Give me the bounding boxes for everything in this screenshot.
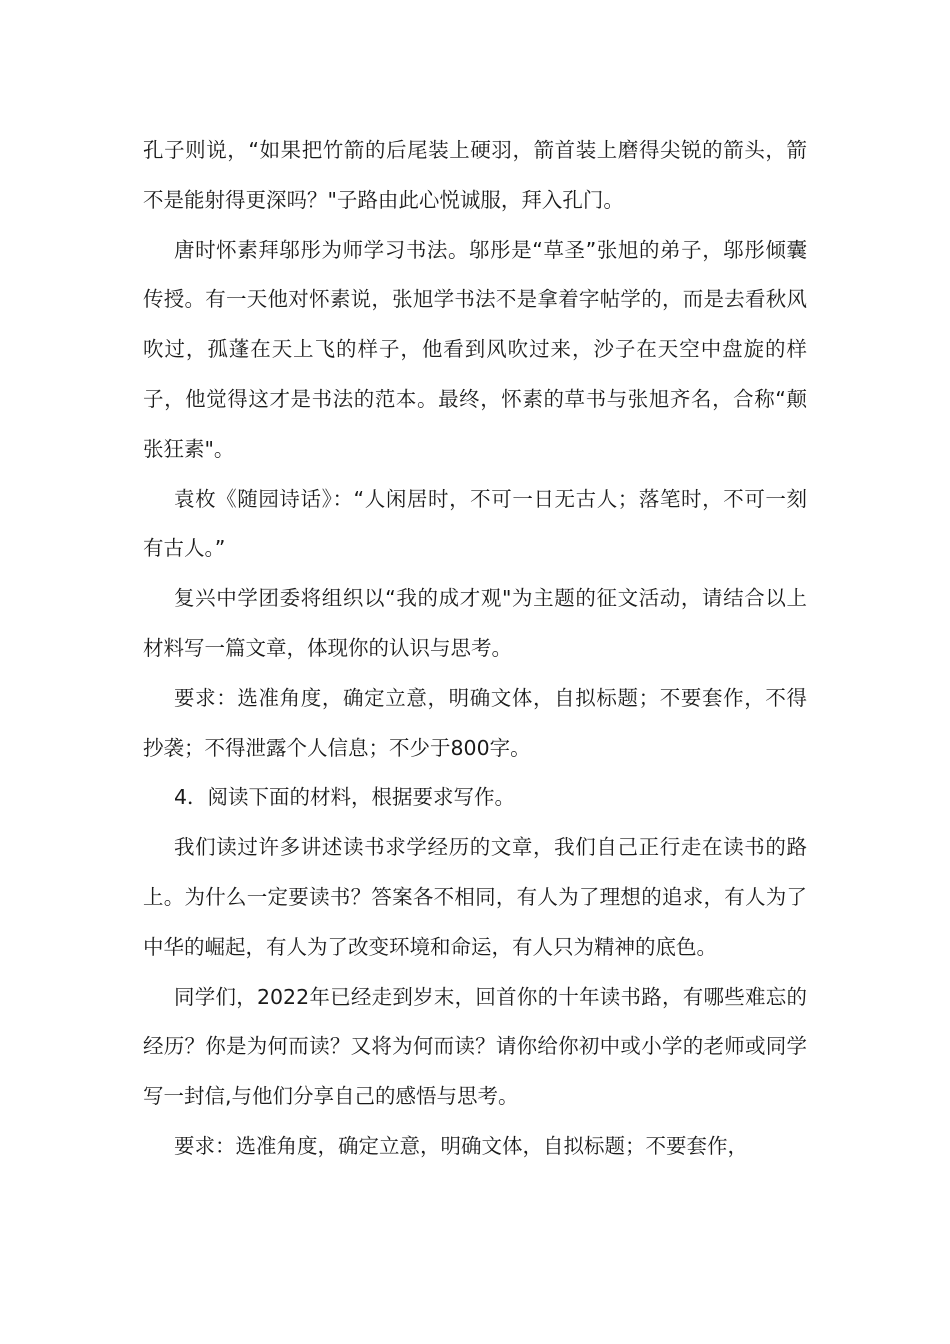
paragraph-question-4-heading: 4．阅读下面的材料，根据要求写作。: [174, 785, 516, 810]
paragraph-yuanmei-quote: 袁枚《随园诗话》：“人闲居时，不可一日无古人；落笔时，不可一刻有古人。”: [143, 486, 807, 561]
paragraph-essay-prompt: 复兴中学团委将组织以“我的成才观"为主题的征文活动，请结合以上材料写一篇文章，体现你的认识与思考。: [143, 586, 807, 660]
paragraph-letter-prompt: 同学们，2022年已经走到岁末，回首你的十年读书路，有哪些难忘的经历？你是为何而读？又将为何而读？请你给你初中或小学的老师或同学写一封信,与他们分享自己的感悟与思考。: [143, 984, 807, 1109]
paragraph-reading-material: 我们读过许多讲述读书求学经历的文章，我们自己正行走在读书的路上。为什么一定要读书？答案各不相同，有人为了理想的追求，有人为了中华的崛起，有人为了改变环境和命运，有人只为精神的底色。: [143, 835, 807, 959]
paragraph-confucius-arrow: 孔子则说，“如果把竹箭的后尾装上硬羽，箭首装上磨得尖锐的箭头，箭不是能射得更深吗？"子路由此心悦诚服，拜入孔门。: [143, 138, 807, 212]
paragraph-requirements-2: 要求：选准角度，确定立意，明确文体，自拟标题；不要套作，: [174, 1133, 748, 1158]
paragraph-requirements-1: 要求：选准角度，确定立意，明确文体，自拟标题；不要套作，不得抄袭；不得泄露个人信息；不少于800字。: [143, 685, 807, 760]
paragraph-huaisu-calligraphy: 唐时怀素拜邬彤为师学习书法。邬彤是“草圣”张旭的弟子，邬彤倾囊传授。有一天他对怀素说，张旭学书法不是拿着字帖学的，而是去看秋风吹过，孤蓬在天上飞的样子，他看到风吹过来，沙子在天空中盘旋的样子，他觉得这才是书法的范本。最终，怀素的草书与张旭齐名，合称“颠张狂素"。: [143, 237, 807, 461]
document-body: [143, 126, 807, 1172]
